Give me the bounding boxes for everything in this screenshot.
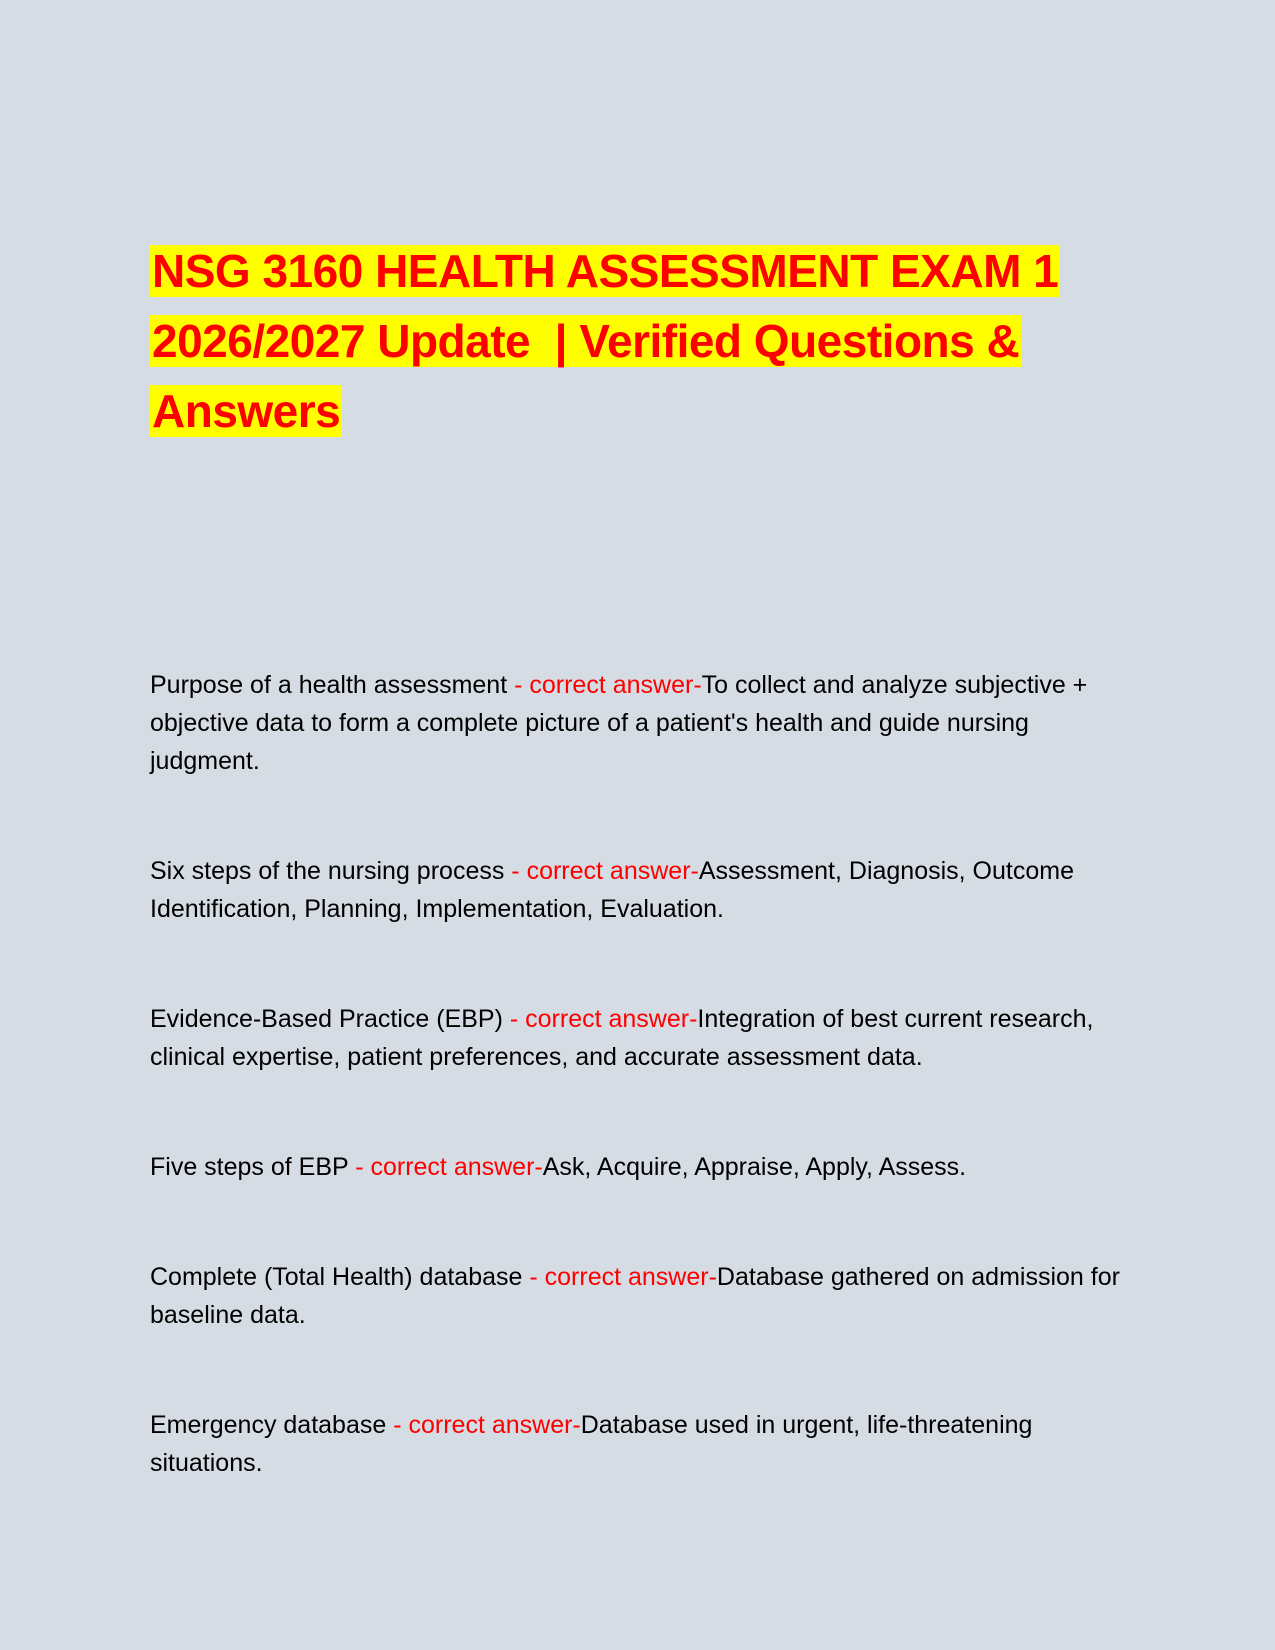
question-text: Evidence-Based Practice (EBP) xyxy=(150,1005,503,1033)
question-text: Five steps of EBP xyxy=(150,1153,349,1181)
answer-text: Database gathered on admission for baseline data. xyxy=(150,1263,1120,1329)
answer-text: Assessment, Diagnosis, Outcome Identification, Planning, Implementation, Evaluation. xyxy=(150,857,1074,923)
answer-separator: - correct answer- xyxy=(507,671,702,699)
title-line-3: Answers xyxy=(152,385,341,437)
qa-item xyxy=(150,1258,1130,1334)
answer-separator: - correct answer- xyxy=(522,1263,717,1291)
title-line-2: 2026/2027 Update | Verified Questions & xyxy=(152,315,1020,367)
question-text: Complete (Total Health) database xyxy=(150,1263,523,1291)
qa-item xyxy=(150,852,1130,928)
title-line-1: NSG 3160 HEALTH ASSESSMENT EXAM 1 xyxy=(152,245,1059,297)
qa-item xyxy=(150,666,1130,780)
qa-item xyxy=(150,1406,1130,1482)
answer-text: Ask, Acquire, Appraise, Apply, Assess. xyxy=(542,1153,967,1181)
qa-item xyxy=(150,1148,966,1186)
answer-separator: - correct answer- xyxy=(386,1411,581,1439)
document-title xyxy=(150,236,1125,446)
qa-item xyxy=(150,1000,1130,1076)
question-text: Purpose of a health assessment xyxy=(150,671,508,699)
answer-separator: - correct answer- xyxy=(504,857,699,885)
question-text: Emergency database xyxy=(150,1411,387,1439)
answer-text: Database used in urgent, life-threatening situations. xyxy=(150,1411,1033,1477)
answer-text: To collect and analyze subjective + objective data to form a complete picture of a patient's health and guide nursing judgment. xyxy=(150,671,1088,775)
answer-separator: - correct answer- xyxy=(502,1005,698,1033)
answer-text: Integration of best current research, clinical expertise, patient preferences, and accurate assessment data. xyxy=(150,1005,1094,1071)
answer-separator: - correct answer- xyxy=(348,1153,543,1181)
title-block xyxy=(150,236,1125,446)
question-text: Six steps of the nursing process xyxy=(150,857,505,885)
